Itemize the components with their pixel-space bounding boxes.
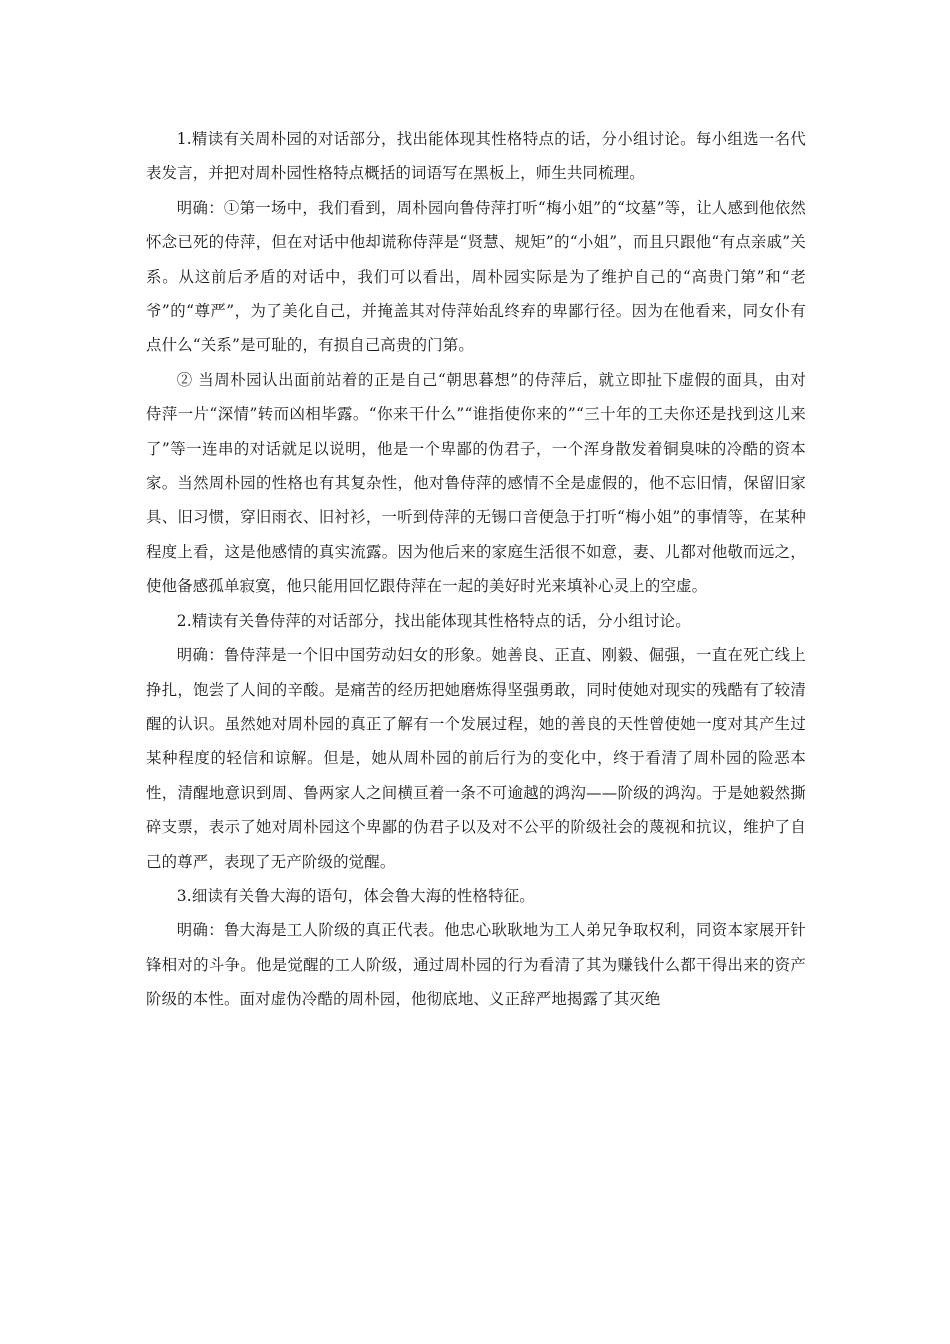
paragraph-answer-1b: ② 当周朴园认出面前站着的正是自己“朝思暮想”的侍萍后，就立即扯下虚假的面具，由对侍萍一片“深情”转而凶相毕露。“你来干什么”“谁指使你来的”“三十年的工夫你还是找到这儿来了”等一连串的对话就足以说明，他是一个卑鄙的伪君子，一个浑身散发着铜臭味的冷酷的资本家。当然周朴园的性格也有其复杂性，他对鲁侍萍的感情不全是虚假的，他不忘旧情，保留旧家具、旧习惯，穿旧雨衣、旧衬衫，一听到侍萍的无锡口音便急于打听“梅小姐”的事情等，在某种程度上看，这是他感情的真实流露。因为他后来的家庭生活很不如意，妻、儿都对他敬而远之，使他备感孤单寂寞，他只能用回忆跟侍萍在一起的美好时光来填补心灵上的空虚。 <box>146 370 806 596</box>
paragraph-question-2: 2.精读有关鲁侍萍的对话部分，找出能体现其性格特点的话，分小组讨论。 <box>176 611 691 630</box>
paragraph-answer-3: 明确：鲁大海是工人阶级的真正代表。他忠心耿耿地为工人弟兄争取权利，同资本家展开针锋相对的斗争。他是觉醒的工人阶级，通过周朴园的行为看清了其为赚钱什么都干得出来的资产阶级的本性。面对虚伪冷酷的周朴园，他彻底地、义正辞严地揭露了其灭绝 <box>146 921 806 1009</box>
paragraph-answer-2: 明确：鲁侍萍是一个旧中国劳动妇女的形象。她善良、正直、刚毅、倔强，一直在死亡线上挣扎，饱尝了人间的辛酸。是痛苦的经历把她磨炼得坚强勇敢，同时使她对现实的残酷有了较清醒的认识。虽然她对周朴园的真正了解有一个发展过程，她的善良的天性曾使她一度对其产生过某种程度的轻信和谅解。但是，她从周朴园的前后行为的变化中，终于看清了周朴园的险恶本性，清醒地意识到周、鲁两家人之间横亘着一条不可逾越的鸿沟——阶级的鸿沟。于是她毅然撕碎支票，表示了她对周朴园这个卑鄙的伪君子以及对不公平的阶级社会的蔑视和抗议，维护了自己的尊严，表现了无产阶级的觉醒。 <box>146 646 806 871</box>
paragraph-question-3: 3.细读有关鲁大海的语句，体会鲁大海的性格特征。 <box>176 886 535 905</box>
paragraph-answer-1a: 明确：①第一场中，我们看到，周朴园向鲁侍萍打听“梅小姐”的“坟墓”等，让人感到他依然怀念已死的侍萍，但在对话中他却谎称侍萍是“贤慧、规矩”的“小姐”，而且只跟他“有点亲戚”关系。从这前后矛盾的对话中，我们可以看出，周朴园实际是为了维护自己的“高贵门第”和“老爷”的“尊严”，为了美化自己，并掩盖其对侍萍始乱终弃的卑鄙行径。因为在他看来，同女仆有点什么“关系”是可耻的，有损自己高贵的门第。 <box>146 198 806 355</box>
paragraph-question-1: 1.精读有关周朴园的对话部分，找出能体现其性格特点的话，分小组讨论。每小组选一名代表发言，并把对周朴园性格特点概括的词语写在黑板上，师生共同梳理。 <box>146 130 806 183</box>
document-body <box>146 122 806 1017</box>
